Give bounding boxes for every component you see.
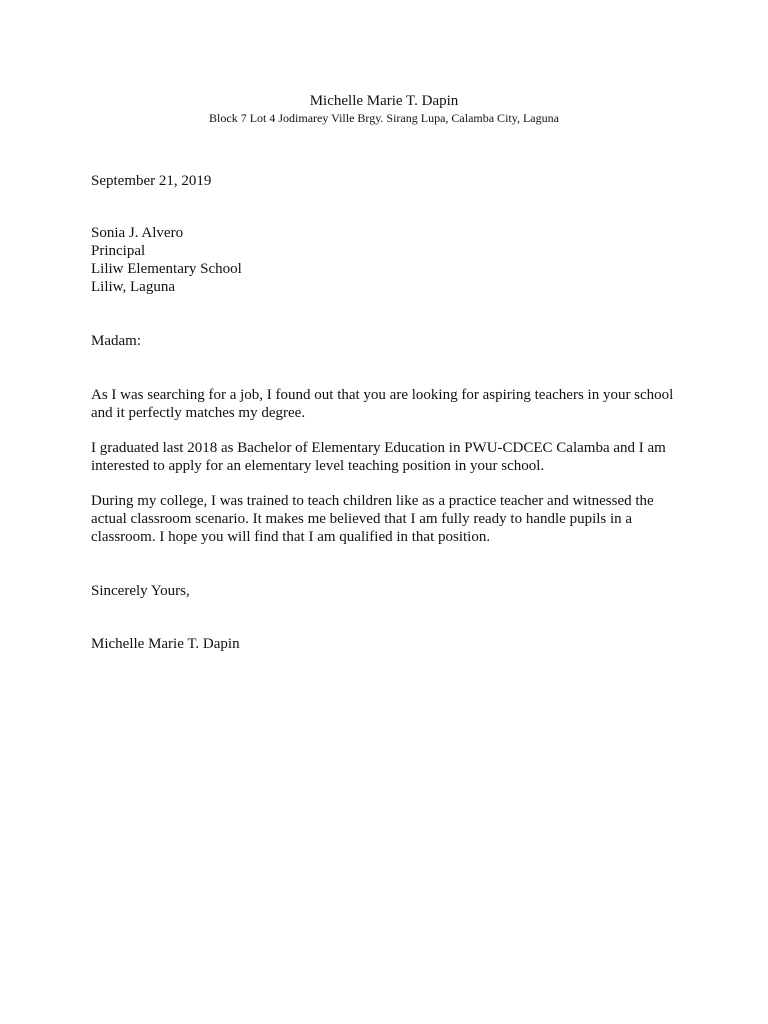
recipient-location: Liliw, Laguna: [91, 279, 176, 295]
paragraph-line: classroom. I hope you will find that I am qualified in that position.: [91, 529, 491, 545]
recipient-name: Sonia J. Alvero: [91, 225, 184, 241]
body-paragraph-3: [91, 492, 691, 546]
paragraph-line: and it perfectly matches my degree.: [91, 405, 306, 421]
recipient-school: Liliw Elementary School: [91, 261, 242, 277]
salutation: Madam:: [91, 333, 141, 349]
closing: Sincerely Yours,: [91, 583, 190, 599]
recipient-title: Principal: [91, 243, 146, 259]
paragraph-line: interested to apply for an elementary level teaching position in your school.: [91, 458, 545, 474]
sender-address: Block 7 Lot 4 Jodimarey Ville Brgy. Sirang Lupa, Calamba City, Laguna: [209, 111, 559, 125]
sender-name: Michelle Marie T. Dapin: [309, 93, 459, 109]
paragraph-line: During my college, I was trained to teach children like as a practice teacher and witnessed the: [91, 493, 654, 509]
paragraph-line: As I was searching for a job, I found out that you are looking for aspiring teachers in your school: [91, 387, 674, 403]
letter-date: September 21, 2019: [91, 173, 212, 189]
paragraph-line: actual classroom scenario. It makes me believed that I am fully ready to handle pupils in a: [91, 511, 633, 527]
paragraph-line: I graduated last 2018 as Bachelor of Elementary Education in PWU-CDCEC Calamba and I am: [91, 440, 666, 456]
body-paragraph-2: [91, 439, 691, 475]
body-paragraph-1: [91, 386, 691, 422]
signature-name: Michelle Marie T. Dapin: [91, 636, 240, 652]
recipient-block: [91, 224, 691, 296]
